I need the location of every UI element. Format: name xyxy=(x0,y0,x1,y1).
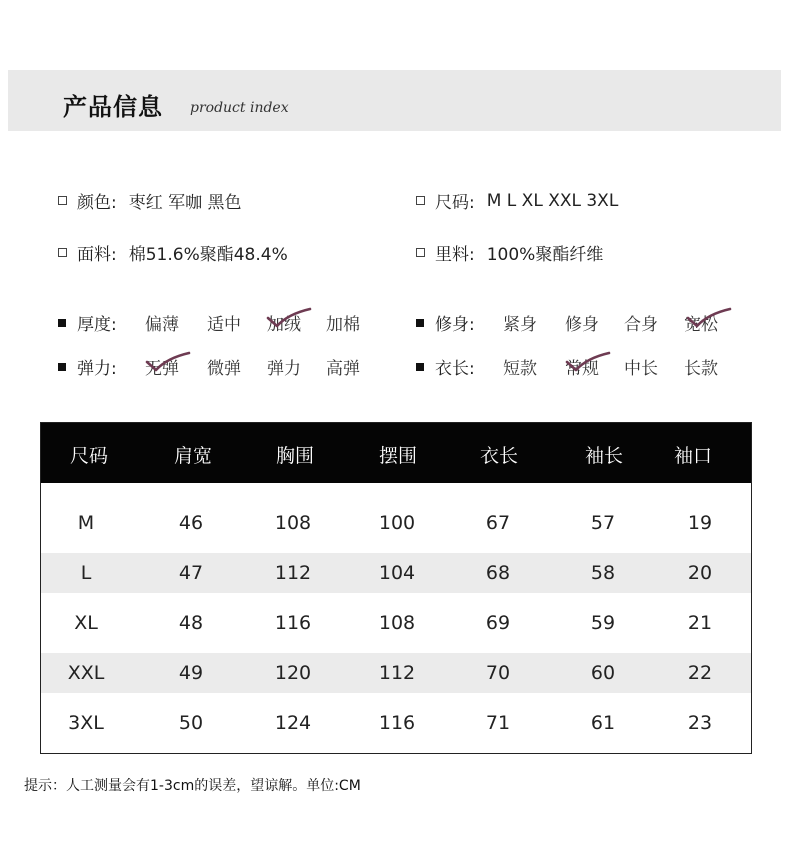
table-cell: 61 xyxy=(590,712,616,734)
table-cell: 116 xyxy=(378,712,416,734)
info-size xyxy=(416,188,618,213)
info-lining-label: 里料: xyxy=(435,245,475,265)
attr-length-option: 长款 xyxy=(684,359,718,379)
table-cell: 49 xyxy=(178,662,204,684)
attr-fit-option: 修身 xyxy=(565,315,599,335)
column-header: 尺码 xyxy=(69,445,109,467)
attr-elasticity-option: 高弹 xyxy=(326,359,360,379)
table-cell: 21 xyxy=(687,612,713,634)
section-subtitle: product index xyxy=(190,100,289,116)
table-cell: 108 xyxy=(378,612,416,634)
attr-length-option: 中长 xyxy=(624,359,658,379)
bullet-icon xyxy=(416,319,424,327)
table-row xyxy=(41,553,751,593)
attr-elasticity-label: 弹力: xyxy=(77,359,117,379)
table-cell: XL xyxy=(74,612,98,634)
info-fabric-label: 面料: xyxy=(77,245,117,265)
table-cell: 57 xyxy=(590,512,616,534)
table-cell: 48 xyxy=(178,612,204,634)
attr-thickness xyxy=(58,310,129,335)
attr-fit-option: 合身 xyxy=(624,315,658,335)
table-cell: 70 xyxy=(485,662,511,684)
info-color-value: 枣红 军咖 黑色 xyxy=(128,193,242,213)
table-cell: 58 xyxy=(590,562,616,584)
info-fabric-value: 棉51.6%聚酯48.4% xyxy=(128,245,288,265)
table-cell: 112 xyxy=(274,562,312,584)
checkmark-icon xyxy=(686,306,732,332)
table-cell: 19 xyxy=(687,512,713,534)
attr-length-option: 短款 xyxy=(503,359,537,379)
checkmark-icon xyxy=(145,350,191,376)
attr-thickness-option: 适中 xyxy=(207,315,241,335)
table-cell: 116 xyxy=(274,612,312,634)
bullet-icon xyxy=(58,248,67,257)
info-fabric xyxy=(58,240,288,265)
attr-length xyxy=(416,354,487,379)
table-row xyxy=(41,653,751,693)
attr-elasticity-option: 弹力 xyxy=(267,359,301,379)
table-cell: 59 xyxy=(590,612,616,634)
table-cell: 3XL xyxy=(68,712,104,734)
attr-fit xyxy=(416,310,487,335)
column-header: 胸围 xyxy=(275,445,315,467)
table-cell: 124 xyxy=(274,712,312,734)
table-cell: 67 xyxy=(485,512,511,534)
section-title: 产品信息 xyxy=(63,93,163,121)
attr-length-label: 衣长: xyxy=(435,359,475,379)
table-cell: XXL xyxy=(67,662,105,684)
table-cell: 69 xyxy=(485,612,511,634)
attr-elasticity xyxy=(58,354,129,379)
table-row xyxy=(41,703,751,743)
bullet-icon xyxy=(416,196,425,205)
checkmark-icon xyxy=(266,306,312,332)
column-header: 袖长 xyxy=(584,445,624,467)
table-cell: 71 xyxy=(485,712,511,734)
attr-elasticity-option: 微弹 xyxy=(207,359,241,379)
attr-length-option-selected: 常规 xyxy=(565,359,599,379)
info-size-label: 尺码: xyxy=(435,193,475,213)
measurement-note: 提示：人工测量会有1-3cm的误差，望谅解。单位:CM xyxy=(24,778,361,794)
table-cell: L xyxy=(80,562,92,584)
attr-elasticity-option-selected: 无弹 xyxy=(145,359,179,379)
column-header: 摆围 xyxy=(378,445,418,467)
table-cell: 60 xyxy=(590,662,616,684)
table-cell: 23 xyxy=(687,712,713,734)
table-row xyxy=(41,503,751,543)
table-cell: 46 xyxy=(178,512,204,534)
checkmark-icon xyxy=(565,350,611,376)
table-cell: 108 xyxy=(274,512,312,534)
table-cell: 22 xyxy=(687,662,713,684)
column-header: 衣长 xyxy=(479,445,519,467)
table-cell: 20 xyxy=(687,562,713,584)
info-color-label: 颜色: xyxy=(77,193,117,213)
attr-fit-option-selected: 宽松 xyxy=(684,315,718,335)
info-lining-value: 100%聚酯纤维 xyxy=(486,245,604,265)
info-color xyxy=(58,188,242,213)
bullet-icon xyxy=(58,319,66,327)
info-lining xyxy=(416,240,603,265)
table-cell: 100 xyxy=(378,512,416,534)
table-cell: 120 xyxy=(274,662,312,684)
table-row xyxy=(41,603,751,643)
bullet-icon xyxy=(416,363,424,371)
table-cell: 68 xyxy=(485,562,511,584)
bullet-icon xyxy=(416,248,425,257)
column-header: 袖口 xyxy=(673,445,713,467)
table-cell: 50 xyxy=(178,712,204,734)
table-cell: 104 xyxy=(378,562,416,584)
table-cell: 47 xyxy=(178,562,204,584)
attr-thickness-option-selected: 加绒 xyxy=(267,315,301,335)
attr-fit-label: 修身: xyxy=(435,315,475,335)
attr-fit-option: 紧身 xyxy=(503,315,537,335)
attr-thickness-option: 加棉 xyxy=(326,315,360,335)
column-header: 肩宽 xyxy=(173,445,213,467)
attr-thickness-option: 偏薄 xyxy=(145,315,179,335)
section-header xyxy=(8,70,781,131)
table-cell: 112 xyxy=(378,662,416,684)
table-header xyxy=(41,423,751,483)
bullet-icon xyxy=(58,363,66,371)
bullet-icon xyxy=(58,196,67,205)
info-size-value: M L XL XXL 3XL xyxy=(486,190,619,211)
table-cell: M xyxy=(77,512,95,534)
size-table xyxy=(40,422,752,754)
attr-thickness-label: 厚度: xyxy=(77,315,117,335)
